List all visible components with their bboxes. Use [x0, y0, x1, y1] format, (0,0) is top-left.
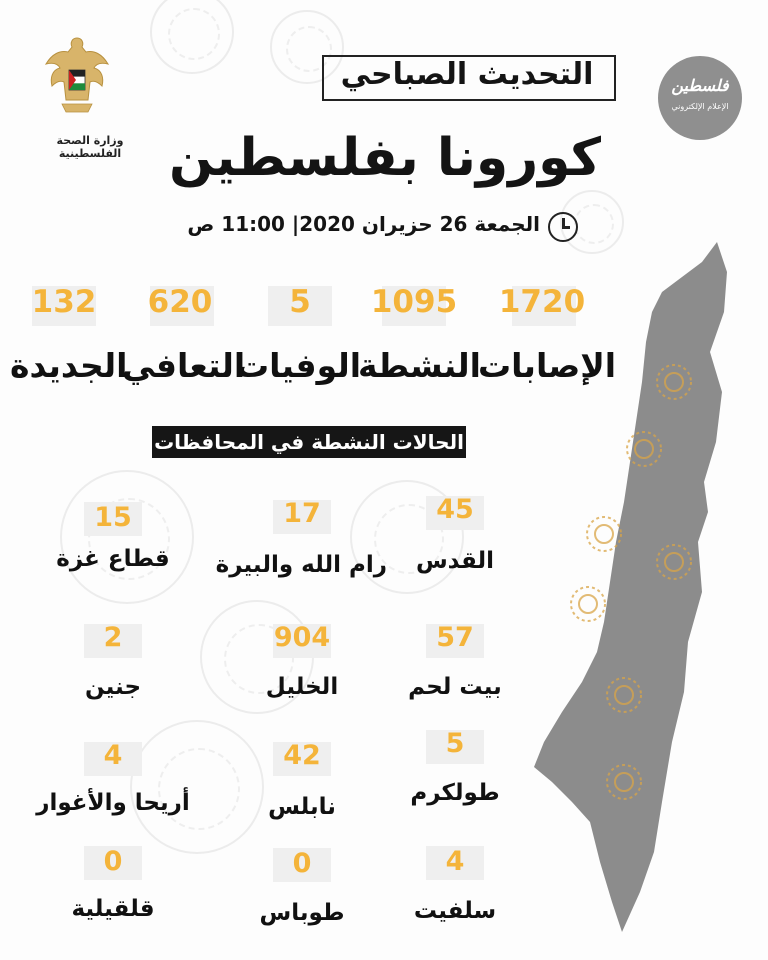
- background-virus-icon: [60, 470, 194, 604]
- gov-value: 15: [94, 502, 132, 533]
- gov-value: 17: [283, 498, 321, 529]
- gov-value: 4: [103, 740, 123, 771]
- gov-value: 42: [283, 740, 321, 771]
- gov-value: 5: [445, 728, 465, 759]
- stat-value-recovered: 620: [147, 284, 213, 320]
- gov-name: طولكرم: [410, 780, 500, 806]
- gov-value: 0: [292, 848, 312, 879]
- gov-name: القدس: [415, 548, 495, 574]
- gov-value: 904: [273, 622, 331, 653]
- update-title: التحديث الصباحي: [340, 57, 594, 92]
- gov-name: نابلس: [268, 794, 336, 820]
- publisher-logo: [658, 56, 742, 140]
- palestinian-eagle-emblem-icon: [42, 30, 112, 125]
- gov-value: 45: [436, 494, 474, 525]
- gov-name: رام الله والبيرة: [215, 552, 387, 578]
- gov-value: 4: [445, 846, 465, 877]
- gov-name: قطاع غزة: [56, 546, 170, 572]
- logo-sub-text: الإعلام الإلكتروني: [671, 102, 729, 111]
- gov-name: جنين: [84, 674, 142, 700]
- gov-name: بيت لحم: [408, 674, 502, 700]
- stat-label-recovered: التعافي: [122, 346, 246, 385]
- date-time: الجمعة 26 حزيران 2020| 11:00 ص: [187, 212, 540, 236]
- clock-icon: [548, 212, 578, 242]
- main-title: كورونا بفلسطين: [168, 128, 602, 188]
- gov-name: طوباس: [259, 900, 345, 926]
- ministry-name: وزارة الصحة الفلسطينية: [56, 134, 124, 160]
- gov-name: أريحا والأغوار: [36, 790, 190, 816]
- gov-value: 0: [103, 846, 123, 877]
- background-virus-icon: [150, 0, 234, 74]
- stat-label-active: النشطة: [358, 346, 481, 385]
- stat-label-deaths: الوفيات: [236, 346, 362, 385]
- section-title: الحالات النشطة في المحافظات: [152, 426, 466, 458]
- gov-name: قلقيلية: [71, 896, 155, 922]
- stat-value-new: 132: [31, 284, 97, 320]
- gov-value: 2: [103, 622, 123, 653]
- stat-label-infections: الإصابات: [478, 346, 617, 385]
- logo-main-text: فلسطين: [671, 76, 729, 95]
- gov-name: سلفيت: [413, 898, 497, 924]
- stat-value-active: 1095: [370, 284, 458, 320]
- gov-value: 57: [436, 622, 474, 653]
- gov-name: الخليل: [265, 674, 339, 700]
- stat-label-new: الجديدة: [10, 346, 128, 385]
- stat-value-infections: 1720: [498, 284, 586, 320]
- stat-value-deaths: 5: [289, 284, 311, 320]
